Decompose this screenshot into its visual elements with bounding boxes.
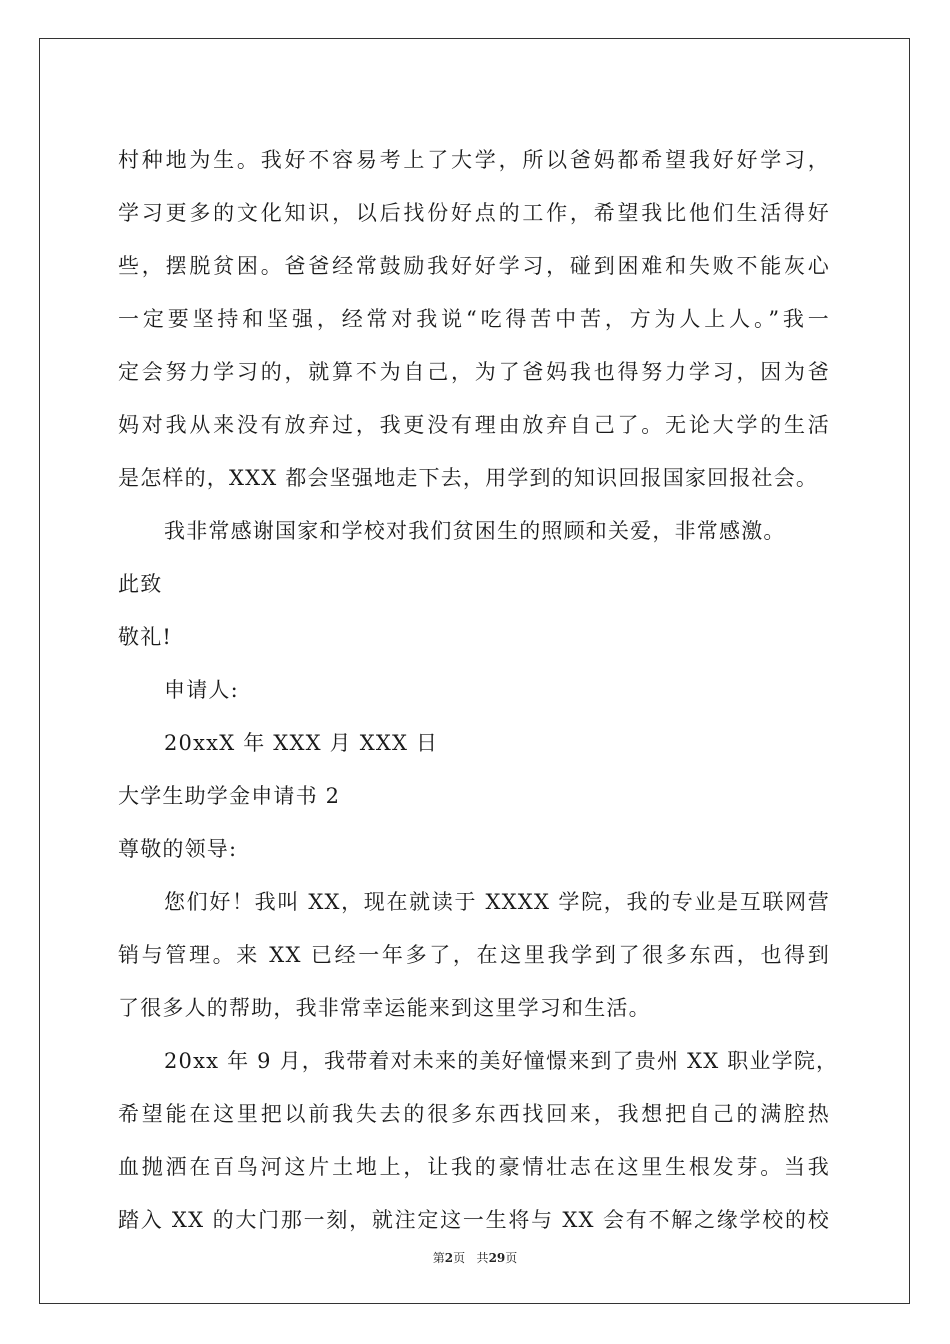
greeting: 尊敬的领导: — [118, 837, 238, 861]
body-line: 希望能在这里把以前我失去的很多东西找回来，我想把自己的满腔热 — [118, 1102, 830, 1126]
closing-salutation: 此致 — [118, 572, 163, 596]
body-line: 村种地为生。我好不容易考上了大学，所以爸妈都希望我好好学习， — [118, 148, 830, 172]
footer-total-suffix: 页 — [505, 1251, 518, 1265]
body-line: 销与管理。来 XX 已经一年多了，在这里我学到了很多东西，也得到 — [118, 943, 830, 967]
body-line: 妈对我从来没有放弃过，我更没有理由放弃自己了。无论大学的生活 — [118, 413, 830, 437]
body-line: 学习更多的文化知识，以后找份好点的工作，希望我比他们生活得好 — [118, 201, 830, 225]
body-line: 些，摆脱贫困。爸爸经常鼓励我好好学习，碰到困难和失败不能灰心 — [118, 254, 830, 278]
date-line: 20xxX 年 XXX 月 XXX 日 — [164, 731, 439, 755]
body-line: 我非常感谢国家和学校对我们贫困生的照顾和关爱，非常感激。 — [164, 519, 786, 543]
body-line: 踏入 XX 的大门那一刻，就注定这一生将与 XX 会有不解之缘学校的校 — [118, 1208, 830, 1232]
footer-total-prefix: 共 — [476, 1251, 489, 1265]
page-footer — [0, 1249, 950, 1266]
body-line: 是怎样的，XXX 都会坚强地走下去，用学到的知识回报国家回报社会。 — [118, 466, 819, 490]
body-line: 20xx 年 9 月，我带着对未来的美好憧憬来到了贵州 XX 职业学院， — [164, 1049, 839, 1073]
body-line: 您们好！我叫 XX，现在就读于 XXXX 学院，我的专业是互联网营 — [164, 890, 830, 914]
body-line: 一定要坚持和坚强，经常对我说“吃得苦中苦，方为人上人。”我一 — [118, 307, 830, 331]
footer-prefix: 第 — [432, 1251, 445, 1265]
section-title: 大学生助学金申请书 2 — [118, 784, 341, 808]
current-page-number: 2 — [444, 1251, 454, 1265]
footer-page-suffix: 页 — [453, 1251, 466, 1265]
body-line: 了很多人的帮助，我非常幸运能来到这里学习和生活。 — [118, 996, 651, 1020]
body-line: 血抛洒在百鸟河这片土地上，让我的豪情壮志在这里生根发芽。当我 — [118, 1155, 830, 1179]
closing-respect: 敬礼! — [118, 625, 173, 649]
body-line: 定会努力学习的，就算不为自己，为了爸妈我也得努力学习，因为爸 — [118, 360, 830, 384]
total-pages: 29 — [488, 1251, 506, 1265]
applicant-label: 申请人: — [164, 678, 239, 702]
